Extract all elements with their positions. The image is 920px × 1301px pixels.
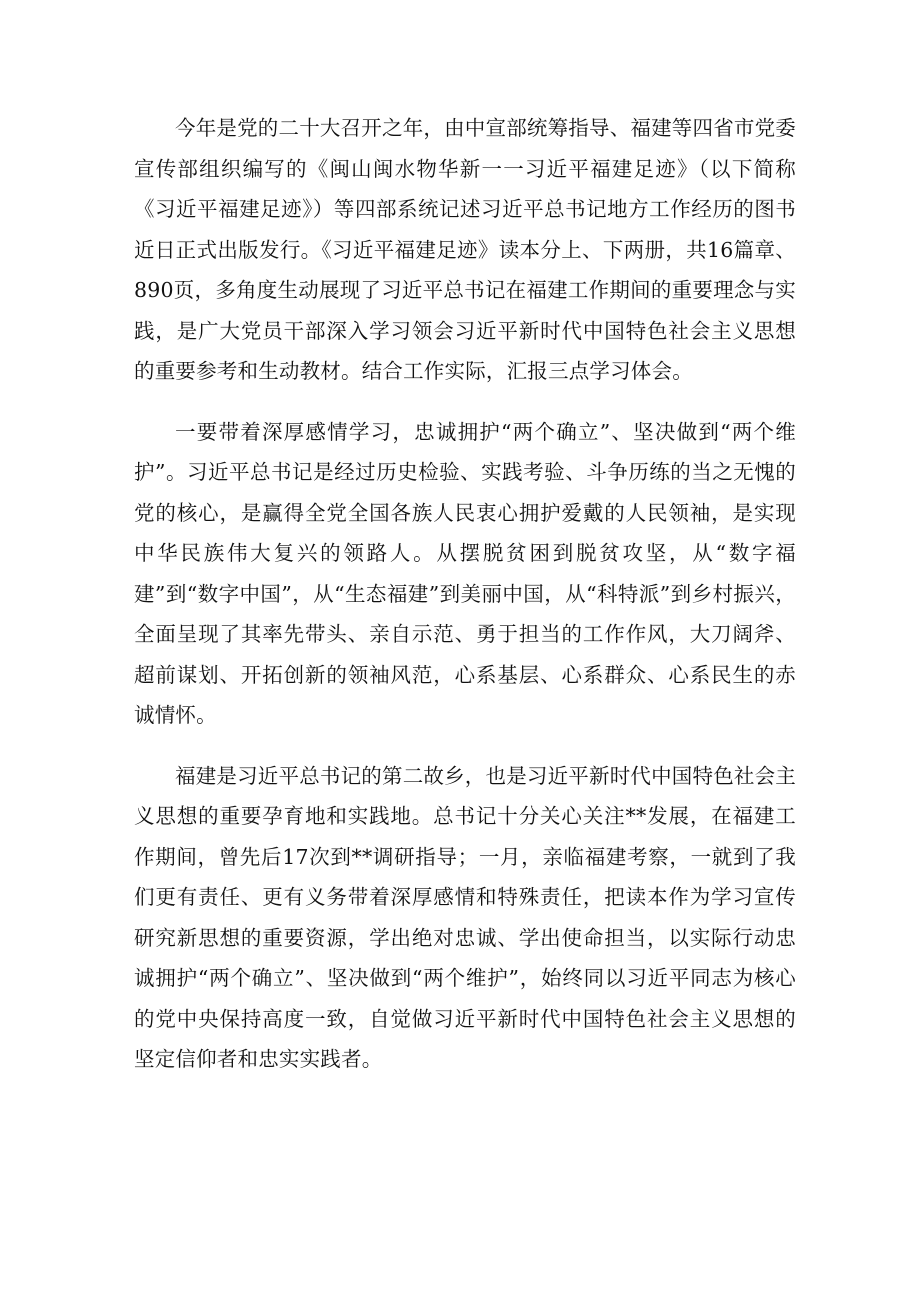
paragraph-intro: 今年是党的二十大召开之年，由中宣部统筹指导、福建等四省市党委宣传部组织编写的《闽山闽水物华新一一习近平福建足迹》（以下简称《习近平福建足迹》）等四部系统记述习近平总书记地方工作经历的图书近日正式出版发行。《习近平福建足迹》读本分上、下两册，共16篇章、890页，多角度生动展现了习近平总书记在福建工作期间的重要理念与实践，是广大党员干部深入学习领会习近平新时代中国特色社会主义思想的重要参考和生动教材。结合工作实际，汇报三点学习体会。 (134, 116, 796, 383)
paragraph-point-one: 一要带着深厚感情学习，忠诚拥护“两个确立”、坚决做到“两个维护”。习近平总书记是经过历史检验、实践考验、斗争历练的当之无愧的党的核心，是赢得全党全国各族人民衷心拥护爱戴的人民领袖，是实现中华民族伟大复兴的领路人。从摆脱贫困到脱贫攻坚，从“数字福建”到“数字中国”，从“生态福建”到美丽中国，从“科特派”到乡村振兴，全面呈现了其率先带头、亲自示范、勇于担当的工作作风，大刀阔斧、超前谋划、开拓创新的领袖风范，心系基层、心系群众、心系民生的赤诚情怀。 (134, 419, 796, 727)
document-body (134, 108, 796, 1100)
paragraph-fujian: 福建是习近平总书记的第二故乡，也是习近平新时代中国特色社会主义思想的重要孕育地和实践地。总书记十分关心关注**发展，在福建工作期间，曾先后17次到**调研指导；一月，亲临福建考察，一就到了我们更有责任、更有义务带着深厚感情和特殊责任，把读本作为学习宣传研究新思想的重要资源，学出绝对忠诚、学出使命担当，以实际行动忠诚拥护“两个确立”、坚决做到“两个维护”，始终同以习近平同志为核心的党中央保持高度一致，自觉做习近平新时代中国特色社会主义思想的坚定信仰者和忠实实践者。 (134, 763, 796, 1071)
